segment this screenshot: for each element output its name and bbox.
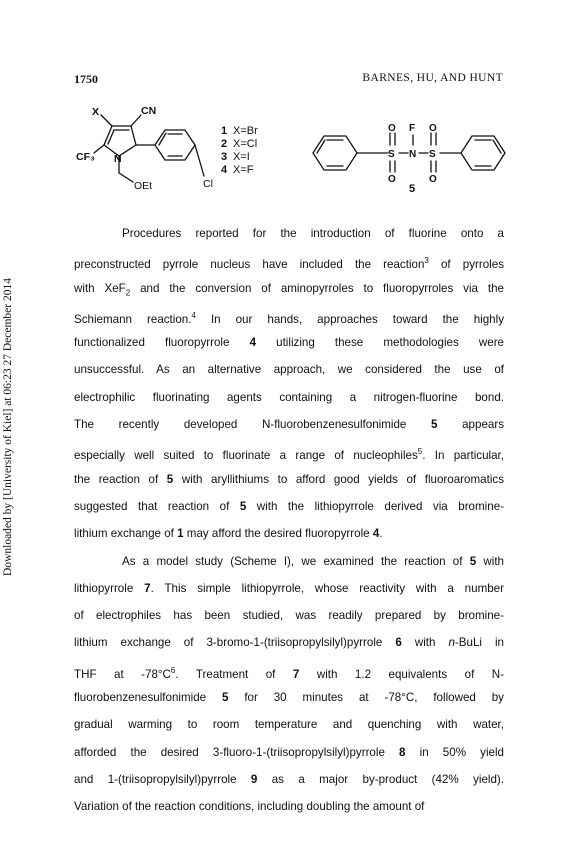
text-run: with the lithiopyrrole derived via bromine- [246, 499, 504, 513]
text-run: electrophilic fluorinating agents containing a nitrogen-fluorine bond. [74, 390, 504, 404]
text-run: and the conversion of aminopyrroles to fluoropyrroles via the [130, 281, 504, 295]
text-run: . Treatment of [175, 667, 293, 681]
text-run: in 50% yield [405, 745, 504, 759]
text-run: THF at -78°C [74, 667, 171, 681]
text-run: with XeF [74, 281, 126, 295]
text-run: of pyrroles [428, 258, 504, 272]
compound-number: 5 [431, 418, 438, 432]
text-run: n [448, 636, 455, 650]
text-line [74, 526, 504, 553]
text-run: Variation of the reaction conditions, including doubling the amount of [74, 800, 425, 814]
compound-number: 4 [372, 527, 380, 541]
text-run: preconstructed pyrrole nucleus have included the reaction [74, 258, 425, 272]
label-o-bottom-left: O [388, 174, 396, 185]
label-n-imide: N [409, 149, 417, 160]
label-n: N [114, 153, 122, 165]
text-run: for 30 minutes at -78°C, followed by [228, 691, 504, 705]
paragraph [74, 226, 504, 554]
reference-mark: 5 [417, 447, 423, 457]
legend-text-2: X=Cl [233, 138, 258, 150]
text-run: afforded the desired 3-fluoro-1-(triisopropylsilyl)pyrrole [74, 745, 400, 759]
text-line [74, 499, 504, 526]
compound-number: 7 [292, 667, 300, 681]
legend-num-1: 1 [221, 125, 228, 137]
text-line [74, 281, 504, 308]
download-watermark: Downloaded by [University of Kiel] at 06:23 27 December 2014 [2, 278, 14, 576]
label-oet: OEt [134, 180, 153, 192]
text-run: with aryllithiums to afford good yields of fluoroaromatics [173, 472, 504, 486]
text-run: lithiopyrrole [74, 581, 145, 595]
compound-label-5: 5 [409, 183, 416, 195]
compound-number: 9 [250, 772, 258, 786]
label-o-bottom-right: O [429, 174, 437, 185]
legend-text-4: X=F [233, 164, 254, 176]
label-s-left: S [388, 149, 395, 160]
text-run: lithium exchange of [74, 527, 178, 541]
text-run: and 1-(triisopropylsilyl)pyrrole [74, 772, 251, 786]
label-o-top-right: O [429, 123, 437, 134]
text-run: the reaction of [74, 472, 167, 486]
text-run: -BuLi in [454, 636, 505, 650]
text-line [74, 717, 504, 744]
reference-mark: 4 [191, 310, 196, 320]
running-title: BARNES, HU, AND HUNT [362, 72, 503, 84]
text-run: gradual warming to room temperature and quenching with water, [74, 718, 504, 732]
compound-number: 6 [395, 636, 402, 650]
label-cf3: CF₃ [76, 151, 95, 163]
compound-number: 8 [399, 745, 406, 759]
text-run: functionalized fluoropyrrole [74, 336, 250, 350]
text-line [74, 635, 504, 662]
text-line [74, 444, 504, 471]
text-line [74, 335, 504, 362]
compound-number: 5 [222, 691, 229, 705]
text-run: Procedures reported for the introduction of fluorine onto a [122, 227, 504, 240]
text-line [74, 390, 504, 417]
text-line [74, 362, 504, 389]
text-line [74, 554, 504, 581]
text-run: The recently developed N-fluorobenzenesulfonimide [74, 418, 432, 432]
label-cn: CN [141, 105, 157, 117]
text-line [74, 690, 504, 717]
body-text [74, 226, 504, 827]
text-run: with [476, 554, 504, 568]
text-run: . This simple lithiopyrrole, whose reactivity with a number [150, 581, 504, 595]
label-cl: Cl [203, 178, 213, 190]
text-run: lithium exchange of 3-bromo-1-(triisopropylsilyl)pyrrole [74, 636, 396, 650]
label-f: F [409, 123, 416, 134]
text-run: fluorobenzenesulfonimide [74, 691, 222, 705]
text-line [74, 608, 504, 635]
text-run: especially well suited to fluorinate a range of nucleophiles [74, 449, 418, 463]
text-line [74, 663, 504, 690]
text-run: appears [437, 418, 505, 432]
text-line [74, 226, 504, 253]
text-run: As a model study (Scheme I), we examined the reaction of [122, 554, 470, 568]
text-line [74, 308, 504, 335]
text-line [74, 253, 504, 280]
compound-number: 7 [144, 581, 151, 595]
text-run: with [401, 636, 449, 650]
label-x: X [92, 106, 100, 118]
compound-number: 4 [249, 336, 257, 350]
text-run: as a major by-product (42% yield). [257, 772, 504, 786]
paragraph [74, 554, 504, 827]
legend-text-3: X=I [233, 151, 250, 163]
text-line [74, 745, 504, 772]
text-run: unsuccessful. As an alternative approach, we considered the use of [74, 363, 504, 377]
compound-number: 5 [166, 472, 174, 486]
text-run: . [379, 527, 383, 541]
text-run: In our hands, approaches toward the highly [195, 312, 504, 326]
text-run: with 1.2 equivalents of N- [299, 667, 504, 681]
label-s-right: S [429, 149, 436, 160]
legend-num-4: 4 [221, 164, 228, 176]
compound-number: 5 [469, 554, 477, 568]
text-line [74, 417, 504, 444]
label-o-top-left: O [388, 123, 396, 134]
compound-number: 1 [177, 527, 184, 541]
text-line [74, 799, 504, 826]
page-number: 1750 [74, 72, 98, 86]
reference-mark: 3 [424, 256, 429, 266]
text-run: Schiemann reaction. [74, 312, 192, 326]
reference-mark: 6 [170, 665, 176, 675]
text-line [74, 581, 504, 608]
text-run: . In particular, [422, 449, 504, 463]
text-run: 2 [125, 287, 131, 297]
text-line [74, 472, 504, 499]
legend-num-3: 3 [221, 151, 228, 163]
legend-num-2: 2 [221, 138, 228, 150]
text-line [74, 772, 504, 799]
text-run: suggested that reaction of [74, 499, 240, 513]
text-run: of electrophiles has been studied, was readily prepared by bromine- [74, 609, 504, 623]
text-run: utilizing these methodologies were [256, 336, 505, 350]
text-run: may afford the desired fluoropyrrole [183, 527, 373, 541]
compound-number: 5 [239, 499, 247, 513]
legend-text-1: X=Br [233, 125, 258, 137]
